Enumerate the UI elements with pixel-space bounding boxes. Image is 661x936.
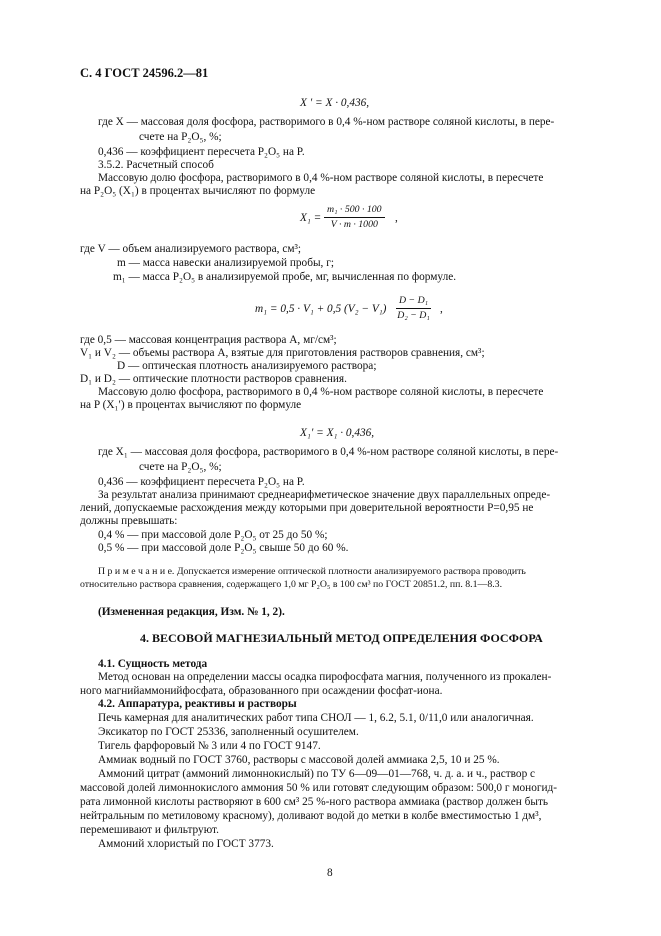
text-line: Печь камерная для аналитических работ типа СНОЛ — 1, 6.2, 5.1, 0/11,0 или аналогичная. — [98, 712, 534, 724]
text-line: счете на P₂O₅, %; — [139, 461, 222, 473]
text-line: m₁ — масса P₂O₅ в анализируемой пробе, мг, вычисленная по формуле. — [113, 271, 457, 283]
text-line: на P (X₁′) в процентах вычисляют по формуле — [80, 399, 302, 411]
formula-3-fraction — [396, 295, 431, 322]
text-line: Аммоний хлористый по ГОСТ 3773. — [98, 838, 274, 850]
text-line: 0,436 — коэффициент пересчета P₂O₅ на P. — [98, 146, 305, 158]
formula-2-fraction — [324, 204, 385, 231]
note-line: П р и м е ч а н и е. Допускается измерение оптической плотности анализируемого раствора проводить — [98, 566, 526, 577]
text-line: на P₂O₅ (X₁) в процентах вычисляют по формуле — [80, 185, 316, 197]
text-line: D — оптическая плотность анализируемого раствора; — [117, 360, 377, 372]
section-heading: 4. ВЕСОВОЙ МАГНЕЗИАЛЬНЫЙ МЕТОД ОПРЕДЕЛЕНИЯ ФОСФОРА — [140, 631, 543, 645]
subsection-heading: 4.2. Аппаратура, реактивы и растворы — [98, 698, 297, 710]
text-line: где X₁ — массовая доля фосфора, растворимого в 0,4 %-ном растворе соляной кислоты, в пере- — [98, 446, 559, 458]
formula-3-denominator: D₂ − D₁ — [397, 310, 430, 321]
text-line: где X — массовая доля фосфора, растворимого в 0,4 %-ном растворе соляной кислоты, в пере- — [98, 116, 555, 128]
text-line: рата лимонной кислоты растворяют в 600 см³ 25 %-ного раствора аммиака (раствор должен быть — [80, 796, 549, 808]
text-line: За результат анализа принимают среднеарифметическое значение двух параллельных опреде- — [98, 489, 551, 501]
text-line: Массовую долю фосфора, растворимого в 0,4 %-ном растворе соляной кислоты, в пересчете — [98, 172, 544, 184]
text-line: 0,436 — коэффициент пересчета P₂O₅ на P. — [98, 476, 305, 488]
formula-2-tail: , — [395, 212, 398, 224]
text-line: Эксикатор по ГОСТ 25336, заполненный осушителем. — [98, 726, 359, 738]
text-line: должны превышать: — [80, 515, 178, 527]
formula-2-lhs: X₁ = — [300, 212, 322, 224]
text-line: перемешивают и фильтруют. — [80, 824, 219, 836]
subsection-heading: 3.5.2. Расчетный способ — [98, 159, 214, 171]
text-line: Аммоний цитрат (аммоний лимоннокислый) по ТУ 6—09—01—768, ч. д. а. и ч., раствор с — [98, 768, 536, 780]
formula-3: m₁ = 0,5 · V₁ + 0,5 (V₂ − V₁) — [255, 303, 387, 315]
text-line: Метод основан на определении массы осадка пирофосфата магния, полученного из прокален- — [98, 671, 552, 683]
formula-3-tail: , — [440, 303, 443, 315]
text-line: Массовую долю фосфора, растворимого в 0,4 %-ном растворе соляной кислоты, в пересчете — [98, 386, 544, 398]
text-line: где 0,5 — массовая концентрация раствора А, мг/см³; — [80, 334, 337, 346]
page-number: 8 — [327, 867, 333, 879]
text-line: V₁ и V₂ — объемы раствора А, взятые для приготовления растворов сравнения, см³; — [80, 347, 485, 359]
formula-2-denominator: V · m · 1000 — [330, 219, 378, 230]
text-line: счете на P₂O₅, %; — [139, 131, 222, 143]
text-line: 0,4 % — при массовой доле P₂O₅ от 25 до 50 %; — [98, 529, 328, 541]
formula-4: X₁′ = X₁ · 0,436, — [300, 427, 375, 439]
text-line: где V — объем анализируемого раствора, см³; — [80, 243, 302, 255]
note-line: относительно раствора сравнения, содержащего 1,0 мг P₂O₅ в 100 см³ по ГОСТ 20851.2, пп. 8.1—8.3. — [80, 579, 503, 590]
text-line: нейтральным по метиловому красному), доливают водой до метки в колбе вместимостью 1 дм³, — [80, 810, 542, 822]
text-line: m — масса навески анализируемой пробы, г; — [117, 257, 334, 269]
text-line: D₁ и D₂ — оптические плотности растворов сравнения. — [80, 373, 347, 385]
text-line: массовой долей лимоннокислого аммония 50 % или готовят следующим образом: 500,0 г моногид- — [80, 782, 558, 794]
edit-note: (Измененная редакция, Изм. № 1, 2). — [98, 606, 285, 618]
text-line: Аммиак водный по ГОСТ 3760, растворы с массовой долей аммиака 2,5, 10 и 25 %. — [98, 754, 500, 766]
formula-3-numerator: D − D₁ — [396, 295, 431, 309]
formula-2-numerator: m₁ · 500 · 100 — [324, 204, 385, 218]
text-line: Тигель фарфоровый № 3 или 4 по ГОСТ 9147. — [98, 740, 321, 752]
text-line: лений, допускаемые расхождения между которыми при доверительной вероятности Р=0,95 не — [80, 502, 534, 514]
formula-1: X ′ = X · 0,436, — [300, 97, 370, 109]
text-line: 0,5 % — при массовой доле P₂O₅ свыше 50 до 60 %. — [98, 542, 349, 554]
page-header: С. 4 ГОСТ 24596.2—81 — [80, 66, 209, 80]
subsection-heading: 4.1. Сущность метода — [98, 658, 208, 670]
text-line: ного магнийаммонийфосфата, образованного при осаждении фосфат-иона. — [80, 685, 443, 697]
